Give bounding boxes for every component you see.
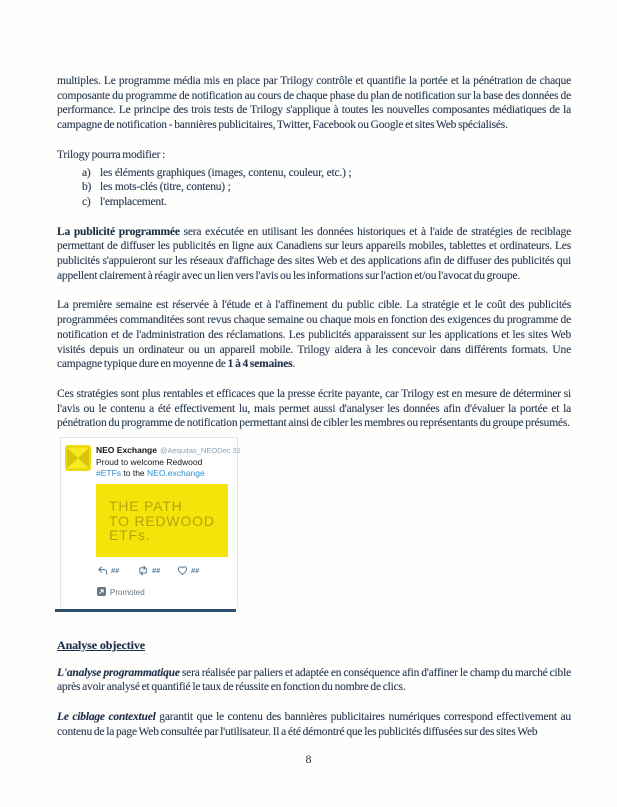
list-item [82,195,571,210]
reply-count: ## [111,566,120,576]
reply-button[interactable] [97,565,137,576]
retweet-button[interactable] [137,565,177,576]
list-marker: a) [82,166,91,179]
paragraph-text: sera exécutée en utilisant les données historiques et à l'aide de stratégies de reciblage permettant de diffuser les publicités en ligne aux Canadiens sur leurs appareils mobiles, tablettes et ordinateurs. Les publicités s'appuieront sur les réseaux d'affichage des sites Web et des applications afin de diffuser des publicités qui appellent clairement à réagir avec un lien vers l'avis ou les informations sur l'action et/ou l'avocat du groupe. [57,225,571,282]
hashtag-link[interactable]: #ETFs [96,468,122,479]
tweet-text: Proud to welcome Redwood [96,457,203,468]
paragraph-text: . [292,358,296,371]
list-item [82,166,571,181]
bold-italic-lead: L'analyse programmatique [57,666,180,679]
bold-lead: La publicité programmée [57,225,180,238]
list-item-text: les mots-clés (titre, contenu) ; [100,181,231,194]
reply-icon [97,565,108,576]
like-count: ## [191,566,200,576]
paragraph-media-program: multiples. Le programme média mis en place par Trilogy contrôle et quantifie la portée et la pénétration de chaque composante du programme de notification au cours de chaque phase du plan de notification sur la base des données de performance. Le principe des trois tests de Trilogy s'applique à toutes les nouvelles composantes médiatiques de la campagne de notification - bannières publicitaires, Twitter, Facebook ou Google et sites Web spécialisés. [57,75,571,132]
tweet-text: to the [121,468,148,479]
tweet-embed [60,437,241,607]
divider [55,609,236,612]
modify-list [57,166,571,210]
heart-icon [177,565,188,576]
list-marker: c) [82,195,91,208]
image-text-line: ETFs. [109,527,151,544]
retweet-count: ## [152,566,161,576]
tweet-handle: @Aequitas_NEO [159,446,218,456]
list-marker: b) [82,181,92,194]
paragraph-programmatic-ads [57,225,571,284]
avatar [65,445,91,471]
retweet-icon [137,565,149,576]
page-number: 8 [305,752,312,766]
paragraph-first-week [57,298,571,372]
tweet-body [96,457,226,479]
list-item-text: les éléments graphiques (images, contenu, couleur, etc.) ; [100,166,352,179]
tweet-date: Dec 31 [217,446,241,456]
image-text-line: TO REDWOOD [109,512,215,529]
list-item [82,180,571,195]
paragraph-programmatic-analysis [57,666,571,695]
promoted-label: Promoted [110,587,145,597]
paragraph-text: garantit que le contenu des bannières publicitaires numériques correspond effectivement au contenu de la page Web consultée par l'utilisateur. Il a été démontré que les publicités diffusées sur des sites Web [57,710,571,738]
list-item-text: l'emplacement. [100,195,167,208]
tweet-main [96,445,241,601]
image-text-line: THE PATH [109,498,183,515]
paragraph-text: sera réalisée par paliers et adaptée en conséquence afin d'affiner le champ du marché cible après avoir analysé et quantifié le taux de réussite en fonction du nombre de clics. [57,666,571,694]
neo-exchange-logo-icon [65,445,91,471]
neo-exchange-link[interactable]: NEO.exchange [147,468,205,479]
bold-italic-lead: Le ciblage contextuel [57,710,156,723]
bold-duration: 1 à 4 semaines [227,358,293,371]
like-button[interactable] [177,565,217,576]
paragraph-strategies: Ces stratégies sont plus rentables et efficaces que la presse écrite payante, car Trilogy est en mesure de déterminer si l'avis ou le contenu a été effectivement lu, mais permet aussi d'analyser les données afin d'évaluer la portée et la pénétration du programme de notification permettant ainsi de cibler les membres ou représentants du groupe présumés. [57,387,571,430]
tweet-media-image [96,484,228,557]
tweet-actions [97,565,229,576]
promoted-row [97,583,229,601]
paragraph-modify-intro: Trilogy pourra modifier : [57,148,166,161]
paragraph-text: La première semaine est réservée à l'étude et à l'affinement du public cible. La stratégie et le coût des publicités programmées commanditées sont revus chaque semaine ou chaque mois en fonction des exigences du programme de notification et de l'administration des réclamations. Les publicités apparaissent sur les applications et les sites Web visités depuis un ordinateur ou un appareil mobile. Trilogy aidera à les concevoir dans différents formats. Une campagne typique dure en moyenne de [57,299,571,371]
promoted-icon [97,583,106,601]
section-heading: Analyse objective [57,637,145,652]
tweet-header [96,445,241,456]
paragraph-contextual-targeting [57,710,571,739]
tweet-author: NEO Exchange [96,445,157,456]
